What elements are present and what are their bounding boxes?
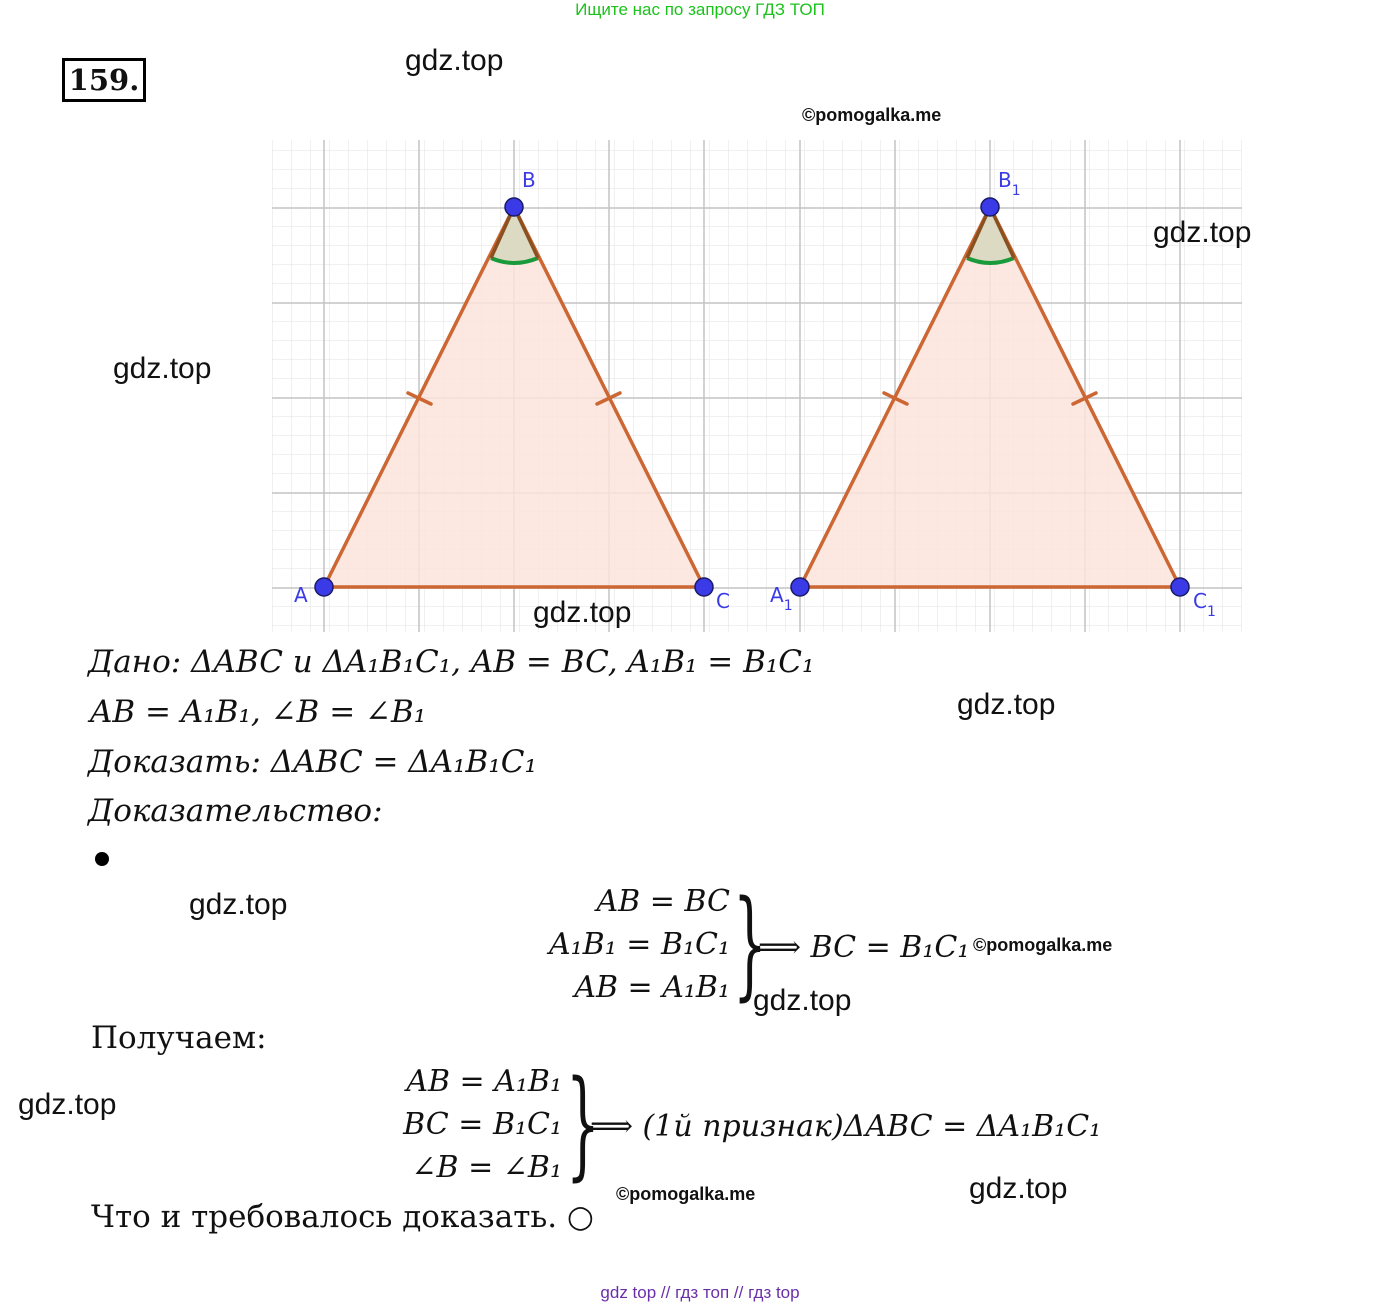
bullet [95,852,109,866]
sys1-brace: } [733,874,767,1012]
given-line-1 [88,644,814,680]
sys1-line-3: AB = A₁B₁ [574,970,730,1005]
sys1-line-1: AB = BC [596,884,730,919]
watermark-gdz-5: gdz.top [957,688,1056,721]
label-c: C [716,589,730,613]
label-a1: $A_1$ [770,583,793,614]
prove-line [88,744,537,780]
sys1-line-2: A₁B₁ = B₁C₁ [548,927,730,962]
sys1-result: ⟹ BC = B₁C₁ [758,930,970,965]
sys2-result: ⟹ (1й признак)ΔABC = ΔA₁B₁C₁ [590,1109,1102,1144]
watermark-gdz-9: gdz.top [969,1172,1068,1205]
watermark-gdz-4: gdz.top [533,596,632,629]
label-a: A [294,583,308,607]
watermark-gdz-6: gdz.top [189,888,288,921]
problem-number: 159. [62,58,146,102]
point-a [315,578,333,596]
point-c [695,578,713,596]
watermark-gdz-8: gdz.top [18,1088,117,1121]
given-line-2: AB = A₁B₁, ∠B = ∠B₁ [90,694,427,730]
getting-label: Получаем: [91,1020,267,1056]
label-c1: $C_1$ [1193,589,1216,620]
watermark-gdz-7: gdz.top [753,984,852,1017]
label-b: B [522,168,536,192]
prove-text: ΔABC = ΔA₁B₁C₁ [260,744,537,780]
given-label: Дано [88,644,171,680]
conclusion: Что и требовалось доказать. ○ [91,1199,594,1235]
watermark-pomogalka-2: ©pomogalka.me [973,935,1113,955]
top-banner[interactable]: Ищите нас по запросу ГДЗ ТОП [575,0,825,19]
given-text: : ΔABC и ΔA₁B₁C₁, AB = BC, A₁B₁ = B₁C₁ [170,644,815,680]
proof-label: Доказательство: [88,793,383,829]
label-b1: $B_1$ [998,168,1021,199]
prove-label: Доказать: [88,744,261,780]
watermark-pomogalka-1: ©pomogalka.me [802,105,942,125]
sys2-line-2: BC = B₁C₁ [403,1107,562,1142]
footer-links[interactable]: gdz top // гдз топ // гдз top [600,1283,800,1302]
point-a1 [791,578,809,596]
sys2-line-1: AB = A₁B₁ [406,1064,562,1099]
point-b [505,198,523,216]
point-c1 [1171,578,1189,596]
watermark-gdz-3: gdz.top [113,352,212,385]
watermark-gdz-1: gdz.top [405,44,504,77]
sys2-line-3: ∠B = ∠B₁ [411,1150,562,1185]
sys2-brace: } [566,1054,600,1192]
watermark-gdz-2: gdz.top [1153,216,1252,249]
point-b1 [981,198,999,216]
triangles-figure [0,0,1400,650]
watermark-pomogalka-3: ©pomogalka.me [616,1184,756,1204]
